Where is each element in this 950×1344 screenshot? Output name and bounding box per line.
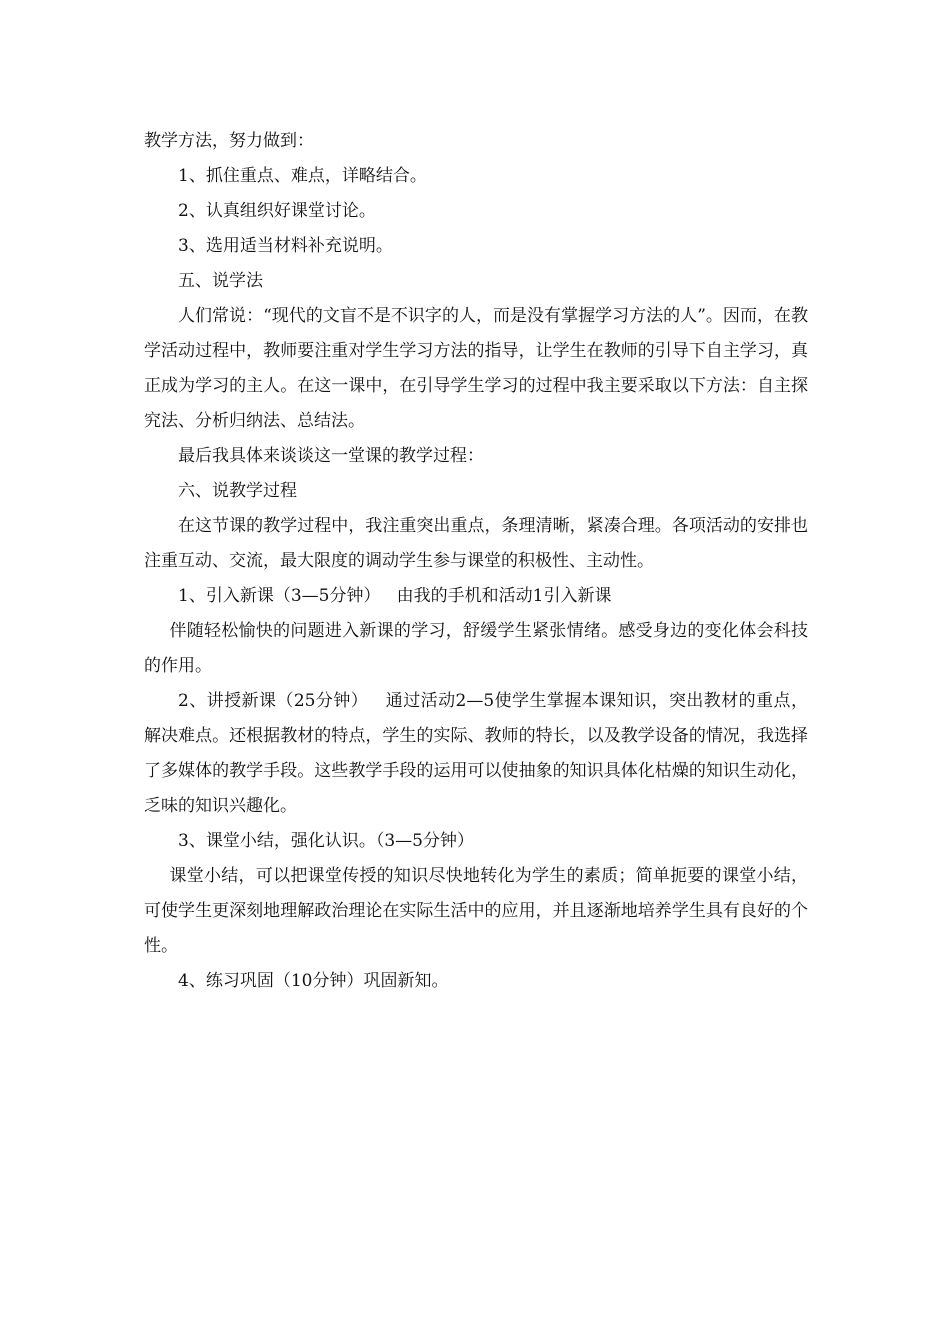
section-heading-learning-method: 五、说学法: [178, 271, 263, 291]
list-item-step-1: 1、引入新课（3—5分钟） 由我的手机和活动1引入新课: [178, 586, 612, 606]
section-heading-teaching-process: 六、说教学过程: [178, 481, 297, 501]
paragraph-step-1-description: 伴随轻松愉快的问题进入新课的学习，舒缓学生紧张情绪。感受身边的变化体会科技的作用。: [144, 621, 808, 676]
document-body: [144, 124, 808, 999]
paragraph-teaching-process: 在这节课的教学过程中，我注重突出重点，条理清晰，紧凑合理。各项活动的安排也注重互动、交流，最大限度的调动学生参与课堂的积极性、主动性。: [144, 516, 808, 571]
paragraph-step-2: 2、讲授新课（25分钟） 通过活动2—5使学生掌握本课知识，突出教材的重点，解决难点。还根据教材的特点，学生的实际、教师的特长，以及教学设备的情况，我选择了多媒体的教学手段。这些教学手段的运用可以使抽象的知识具体化枯燥的知识生动化，乏味的知识兴趣化。: [144, 691, 808, 816]
list-item-method-1: 1、抓住重点、难点，详略结合。: [178, 166, 427, 186]
list-item-method-3: 3、选用适当材料补充说明。: [178, 236, 393, 256]
paragraph-transition: 最后我具体来谈谈这一堂课的教学过程：: [178, 446, 484, 466]
list-item-method-2: 2、认真组织好课堂讨论。: [178, 201, 376, 221]
list-item-step-4: 4、练习巩固（10分钟）巩固新知。: [178, 971, 449, 991]
paragraph-step-3-description: 课堂小结，可以把课堂传授的知识尽快地转化为学生的素质；简单扼要的课堂小结，可使学生更深刻地理解政治理论在实际生活中的应用，并且逐渐地培养学生具有良好的个性。: [144, 866, 808, 956]
paragraph-method-intro: 教学方法，努力做到：: [144, 131, 314, 151]
paragraph-learning-method: 人们常说：“现代的文盲不是不识字的人，而是没有掌握学习方法的人”。因而，在教学活动过程中，教师要注重对学生学习方法的指导，让学生在教师的引导下自主学习，真正成为学习的主人。在这一课中，在引导学生学习的过程中我主要采取以下方法：自主探究法、分析归纳法、总结法。: [144, 306, 808, 431]
list-item-step-3: 3、课堂小结，强化认识。（3—5分钟）: [178, 831, 474, 851]
